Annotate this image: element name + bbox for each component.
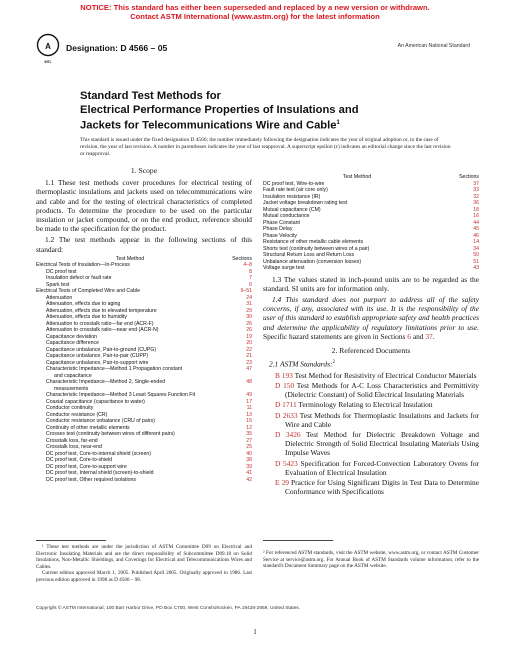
astm-logo-icon [36,32,60,68]
toc-section-link[interactable]: 27 [246,437,252,444]
footnote-rule-right [263,540,333,541]
toc-section-link[interactable]: 18 [473,206,479,213]
footnote-rule-left [36,540,106,541]
toc-section-link[interactable]: 23 [246,359,252,366]
toc-section-link[interactable]: 22 [246,346,252,353]
toc-method-name: Jacket voltage breakdown rating test [263,200,348,206]
scope-heading: 1. Scope [130,166,158,175]
reference-code-link[interactable]: D 3426 [275,430,301,440]
toc-section-link[interactable]: 38 [246,457,252,464]
reference-list [263,371,479,497]
notice-line-1: NOTICE: This standard has either been superseded and replaced by a new version or withdrawn. [80,3,430,12]
astm-standards-label: 2.1 ASTM Standards: [269,359,333,369]
hazard-text: Specific hazard statements are given in Sections [263,331,408,341]
left-column [36,166,252,486]
toc-method-name: Attenuation [46,294,73,301]
toc-method-name: Capacitance unbalance, Pair-to-pair (CUPP) [46,353,149,360]
toc-method-name: Conductor continuity [46,405,94,412]
reference-code-link[interactable]: E 29 [275,478,289,488]
toc-section-link[interactable]: 25 [246,444,252,451]
reference-item [275,400,479,409]
reference-code-link[interactable]: D 1711 [275,400,297,410]
svg-text:A: A [45,42,51,51]
section-6-link[interactable]: 6 [407,331,411,341]
toc-method-name: Structural Return Loss and Return Loss [263,252,355,258]
toc-method-name: Unbalance attenuation (conversion losses) [263,258,362,265]
copyright-footer: Copyright © ASTM International, 100 Barr Harbor Drive, PO Box C700, West Conshohocken, PA 19428-2959, United States. [36,606,301,611]
toc-method-name: Crosses test (continuity between wires of different pairs) [46,431,175,438]
toc-row [36,477,252,484]
toc-method-name: DC proof test [46,268,77,275]
toc-section-link[interactable]: 11 [246,405,252,412]
svg-text:INTL: INTL [44,60,52,64]
toc-method-name: Characteristic Impedance—Method 2, Single-ended [46,379,166,386]
reference-code-link[interactable]: D 5423 [275,458,298,468]
toc-section-link[interactable]: 29 [246,307,252,314]
toc-method-name: Continuity of other metallic elements [46,424,130,431]
toc-method-name: DC proof test, Other required isolations [46,476,136,483]
american-national-standard-label: An American National Standard [397,43,470,49]
toc-method-name: DC proof test, Wire-to-wire [263,180,325,187]
reference-item [275,381,479,399]
toc-section-link[interactable]: 31 [246,301,252,308]
toc-section-link[interactable]: 16 [473,213,479,219]
paragraph-1-4 [263,295,479,341]
toc-method-name: Conductor resistance unbalance (CRU of pairs) [46,418,155,425]
toc-method-name: Characteristic Impedance—Method 1 Propagation constant [46,366,183,373]
toc-section-link[interactable]: 9–51 [240,288,252,295]
toc-method-name: Capacitance unbalance, Pair-to-support wire [46,359,149,366]
toc-section-link[interactable]: 51 [473,258,479,265]
toc-section-link[interactable]: 15 [246,418,252,425]
reference-title: Test Method for Resistivity of Electrical Conductor Materials [292,370,477,380]
reference-title: Terminology Relating to Electrical Insulation [296,400,433,410]
safety-statement: 1.4 This standard does not purport to address all of the safety concerns, if any, associated with its use. It is the responsibility of the user of this standard to establish appropriate safety and health practices and determine the applicability of regulatory limitations prior to use. [263,294,479,332]
hazard-end: . [432,331,435,341]
astm-standards-subheading [269,358,479,369]
notice-line-2: Contact ASTM International (www.astm.org) for the latest information [130,12,380,21]
toc-method-name: Mutual conductance [263,213,310,219]
references-heading: 2. Referenced Documents [331,345,411,355]
document-title [80,90,440,133]
toc-section-link[interactable]: 39 [246,463,252,470]
toc-method-name: DC proof test, Core-to-shield [46,457,113,464]
toc-method-name: Mutual capacitance (CM) [263,206,321,213]
toc-right-col-sections: Sections [459,174,479,180]
page-number: 1 [253,628,257,636]
title-footnote-ref: 1 [336,120,340,126]
toc-section-link[interactable]: 12 [246,424,252,431]
toc-section-link[interactable]: 35 [246,431,252,438]
toc-method-name: Insulation resistance (IR) [263,193,321,200]
toc-section-link[interactable]: 32 [473,193,479,200]
toc-section-link[interactable]: 36 [473,200,479,206]
scope-paragraph-1-1: 1.1 These test methods cover procedures for electrical testing of thermoplastic insulations and jackets used on telecommunications wire and cable and for the testing of electrical characteristics of completed products. To determine the procedure to be used on the particular insulation or jacket compound, or on the end product, reference should be made to the specification for the product. [36,178,252,234]
toc-section-link[interactable]: 46 [473,232,479,239]
toc-section-link[interactable]: 20 [246,340,252,347]
reference-item [275,371,479,380]
toc-right-col-method: Test Method [342,174,372,180]
title-line-3: Jackets for Telecommunications Wire and Cable [80,119,337,132]
toc-method-name: Crosstalk loss, far-end [46,437,98,444]
toc-section-link[interactable]: 24 [246,294,252,301]
toc-method-name: Coaxial capacitance (capacitance to water) [46,398,145,405]
toc-section-link[interactable]: 50 [473,252,479,258]
toc-section-link[interactable]: 33 [473,187,479,193]
reference-code-link[interactable]: D 150 [275,381,295,390]
toc-section-link[interactable]: 37 [473,180,479,187]
toc-method-name: Phase Constant [263,219,300,226]
reference-title: Test Method for Dielectric Breakdown Voltage and Dielectric Strength of Solid Electrical Insulating Materials Using Impulse Waves [285,430,479,458]
reference-title: Test Methods for A-C Loss Characteristics and Permittivity (Dielectric Constant) of Solid Electrical Insulating Materials [285,381,479,400]
toc-section-link[interactable]: 41 [246,470,252,477]
title-line-2: Electrical Performance Properties of Insulations and [80,103,359,116]
toc-section-link[interactable]: 21 [246,353,252,360]
toc-method-name: Characteristic Impedance—Method 3 Least Squares Function Fit [46,392,196,399]
toc-section-link[interactable]: 49 [246,392,252,399]
toc-section-link[interactable]: 26 [246,327,252,334]
reference-code-link[interactable]: D 2633 [275,410,298,420]
paragraph-1-3: 1.3 The values stated in inch-pound units are to be regarded as the standard. SI units are for information only. [263,274,479,293]
toc-method-name: measurements [54,385,89,392]
toc-col-sections: Sections [232,255,252,262]
toc-section-link[interactable]: 6 [249,281,252,288]
toc-method-name: Attenuation, effects due to aging [46,301,121,308]
toc-method-name: Attenuation to crosstalk ratio—far end (ACR-F) [46,320,154,327]
toc-method-name: Insulation defect or fault rate [46,275,112,282]
toc-section-link[interactable]: 19 [246,333,252,340]
toc-section-link[interactable]: 8 [249,268,252,275]
reference-title: Practice for Using Significant Digits in Test Data to Determine Conformance with Specifications [285,478,479,497]
toc-section-link[interactable]: 44 [473,219,479,226]
test-method-table-right [263,174,479,272]
toc-section-link[interactable]: 30 [246,314,252,321]
footnote-2: ² For referenced ASTM standards, visit the ASTM website, www.astm.org, or contact ASTM Customer Service at service@astm.org. For Annual Book of ASTM Standards volume information, refer to the standard's Document Summary page on the ASTM website. [263,550,479,570]
toc-method-name: Voltage surge test [263,265,305,271]
withdrawn-notice [0,3,510,21]
reference-item [275,478,479,496]
toc-section-link[interactable]: 48 [246,379,252,386]
reference-title: Test Methods for Thermoplastic Insulations and Jackets for Wire and Cable [285,410,479,429]
toc-method-name: Shorts test (continuity between wires of a pair) [263,245,370,252]
toc-section-link[interactable]: 34 [473,245,479,252]
astm-standards-footnote-ref: 2 [332,360,335,366]
toc-section-link[interactable]: 4–8 [243,262,252,269]
toc-method-name: Fault rate test (air core only) [263,187,328,193]
footnote-1-edition: Current edition approved March 1, 2005. Published April 2005. Originally approved in 1986. Last previous edition approved in 1998 as D 4566 – 98. [36,570,252,583]
toc-section-link[interactable]: 47 [246,366,252,373]
toc-method-name: Electrical Tests of Completed Wire and Cable [36,288,140,295]
toc-section-link[interactable]: 7 [249,275,252,282]
reference-item [275,411,479,429]
reference-title: Specification for Forced-Convection Laboratory Ovens for Evaluation of Electrical Insulation [285,458,480,477]
toc-method-name: Conductor resistance (CR) [46,411,108,418]
toc-method-name: Electrical Tests of Insulation—In-Process [36,262,130,269]
toc-method-name: Attenuation to crosstalk ratio—near end (ACR-N) [46,327,159,334]
toc-method-name: DC proof test, Internal shield (screen)-to-shield [46,470,154,477]
toc-method-name: Attenuation, effects due to elevated temperature [46,307,157,314]
scope-paragraph-1-2: 1.2 The test methods appear in the following sections of this standard: [36,235,252,254]
designation: Designation: D 4566 – 05 [66,43,168,53]
toc-method-name: Capacitance difference [46,340,99,347]
toc-section-link[interactable]: 13 [246,411,252,418]
right-column [263,172,479,497]
toc-section-link[interactable]: 17 [246,398,252,405]
toc-method-name: Resistance of other metallic cable elements [263,239,364,245]
toc-method-name: Crosstalk loss, near-end [46,444,102,451]
toc-section-link[interactable]: 42 [246,476,252,483]
toc-row [263,265,479,272]
reference-code-link[interactable]: B 193 [275,370,293,380]
toc-method-name: DC proof test, Core-to-support wire [46,463,127,470]
toc-method-name: Attenuation, effects due to humidity [46,314,127,321]
toc-section-link[interactable]: 14 [473,239,479,245]
toc-section-link[interactable]: 45 [473,226,479,232]
toc-method-name: Capacitance deviation [46,333,98,340]
title-line-1: Standard Test Methods for [80,90,221,102]
toc-method-name: Phase Delay [263,226,293,232]
toc-col-method: Test Method [115,255,145,262]
toc-method-name: Spark test [46,281,70,288]
toc-method-name: Capacitance unbalance, Pair-to-ground (CUPG) [46,346,157,353]
toc-method-name: DC proof test, Core-to-internal shield (screen) [46,450,151,457]
toc-method-name: Phase Velocity [263,232,298,239]
footnote-1 [36,544,252,584]
toc-section-link[interactable]: 43 [473,265,479,271]
toc-method-name: and capacitance [54,372,92,379]
test-method-table-left [36,256,252,484]
footnote-1-text: ¹ These test methods are under the jurisdiction of ASTM Committee D09 on Electrical and Electronic Insulating Materials and are the direct responsibility of Subcommittee D09.18 on Solid Insulations, Non-Metallic Shieldings, and Coverings for Electrical and Telecommunications Wires and Cables. [36,544,252,570]
hazard-and: and [410,331,426,341]
reference-item [275,459,479,477]
toc-section-link[interactable]: 40 [246,450,252,457]
section-37-link[interactable]: 37 [425,331,433,341]
issue-note: This standard is issued under the fixed designation D 4566; the number immediately following the designation indicates the year of original adoption or, in the case of revision, the year of last revision. A number in parentheses indicates the year of last reapproval. A superscript epsilon (ε) indicates an editorial change since the last revision or reapproval. [80,137,451,157]
toc-section-link[interactable]: 26 [246,320,252,327]
reference-item [275,430,479,458]
